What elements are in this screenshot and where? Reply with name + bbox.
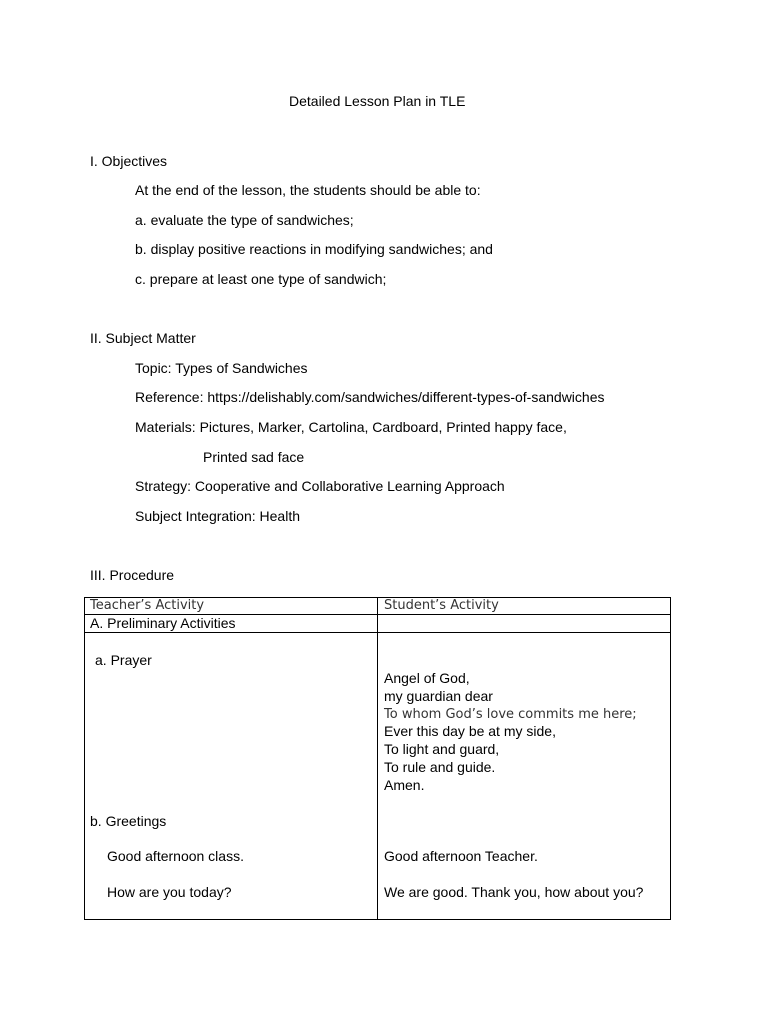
objective-item: c. prepare at least one type of sandwich;: [135, 271, 387, 287]
strategy-line: Strategy: Cooperative and Collaborative Learning Approach: [135, 478, 505, 494]
materials-line-continued: Printed sad face: [203, 449, 305, 465]
objective-item: b. display positive reactions in modifying sandwiches; and: [135, 241, 493, 257]
table-border-right: [670, 597, 671, 920]
section-preliminary-activities: A. Preliminary Activities: [90, 615, 236, 631]
reference-line: Reference: https://delishably.com/sandwiches/different-types-of-sandwiches: [135, 389, 605, 405]
prayer-line: To whom God’s love commits me here;: [384, 707, 637, 722]
subject-integration-line: Subject Integration: Health: [135, 508, 300, 524]
prayer-line: Amen.: [384, 777, 425, 793]
materials-line: Materials: Pictures, Marker, Cartolina, Cardboard, Printed happy face,: [135, 419, 567, 435]
prayer-line: Angel of God,: [384, 670, 470, 686]
teacher-greeting: Good afternoon class.: [107, 848, 244, 864]
student-answer: We are good. Thank you, how about you?: [384, 884, 644, 900]
column-header-student: Student’s Activity: [384, 598, 499, 613]
objective-item: a. evaluate the type of sandwiches;: [135, 212, 354, 228]
procedure-heading: III. Procedure: [90, 567, 175, 583]
greetings-label: b. Greetings: [90, 813, 167, 829]
prayer-line: To rule and guide.: [384, 759, 496, 775]
teacher-question: How are you today?: [107, 884, 232, 900]
document-title: Detailed Lesson Plan in TLE: [289, 93, 466, 109]
topic-line: Topic: Types of Sandwiches: [135, 360, 308, 376]
prayer-label: a. Prayer: [95, 652, 152, 668]
column-header-teacher: Teacher’s Activity: [90, 598, 205, 613]
prayer-line: my guardian dear: [384, 688, 493, 704]
subject-matter-heading: II. Subject Matter: [90, 330, 196, 346]
table-border-left: [84, 597, 85, 920]
objectives-heading: I. Objectives: [90, 153, 168, 169]
student-greeting: Good afternoon Teacher.: [384, 848, 538, 864]
objectives-intro: At the end of the lesson, the students should be able to:: [135, 182, 481, 198]
table-column-divider: [377, 597, 378, 920]
prayer-line: Ever this day be at my side,: [384, 723, 556, 739]
prayer-line: To light and guard,: [384, 741, 500, 757]
